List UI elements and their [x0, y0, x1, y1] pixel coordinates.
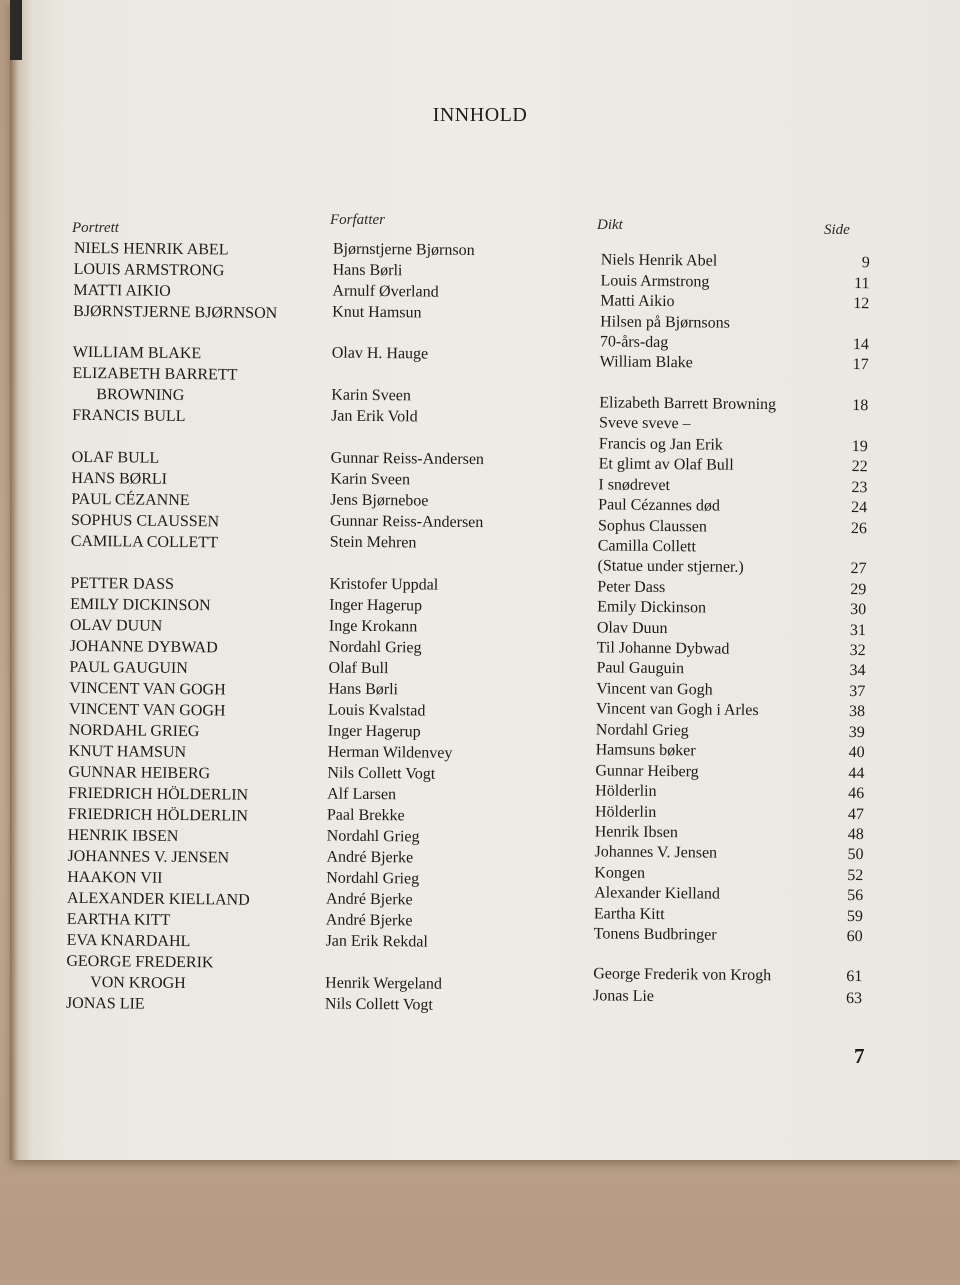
- poem-page: 56: [847, 886, 864, 905]
- poem-title: Til Johanne Dybwad: [596, 639, 730, 658]
- poem-page: 32: [849, 641, 866, 660]
- poem-page: 61: [846, 967, 863, 986]
- poem-title: Eartha Kitt: [593, 905, 665, 924]
- poem-title: William Blake: [599, 353, 693, 372]
- poem-page: 26: [850, 519, 868, 538]
- poem-title: Vincent van Gogh i Arles: [595, 700, 759, 720]
- poem-title: George Frederik von Krogh: [593, 965, 772, 985]
- poem-page: 18: [852, 396, 869, 415]
- header-poem: Dikt: [597, 217, 623, 233]
- header-portrait: Portrett: [72, 220, 119, 236]
- portrait-name: BJØRNSTJERNE BJØRNSON: [73, 302, 278, 322]
- portrait-name: EVA KNARDAHL: [66, 931, 191, 951]
- poem-page: 31: [849, 621, 866, 640]
- poem-page: 59: [846, 907, 864, 926]
- poem-title: Niels Henrik Abel: [600, 251, 718, 270]
- portrait-name: VINCENT VAN GOGH: [69, 679, 226, 699]
- poem-page: 46: [848, 784, 865, 803]
- poem-title: Tonens Budbringer: [593, 925, 717, 944]
- poem-title: Hölderlin: [595, 782, 657, 800]
- portrait-name: ALEXANDER KIELLAND: [66, 889, 250, 909]
- portrait-name: KNUT HAMSUN: [68, 742, 187, 762]
- header-author: Forfatter: [330, 212, 385, 228]
- poem-title: Gunnar Heiberg: [595, 762, 699, 781]
- portrait-name: NIELS HENRIK ABEL: [73, 239, 229, 259]
- portrait-name: OLAV DUUN: [69, 616, 163, 635]
- author-name: Nordahl Grieg: [326, 827, 420, 846]
- portrait-name: FRANCIS BULL: [72, 406, 186, 426]
- poem-page: 23: [851, 478, 868, 497]
- portrait-name: CAMILLA COLLETT: [70, 532, 218, 552]
- page-title: INNHOLD: [432, 104, 528, 126]
- poem-page: 37: [849, 682, 866, 701]
- portrait-name: MATTI AIKIO: [73, 281, 171, 300]
- poem-title: 70-års-dag: [599, 333, 669, 352]
- author-name: Gunnar Reiss-Andersen: [330, 449, 485, 469]
- poem-title: Vincent van Gogh: [596, 680, 713, 699]
- portrait-name: JOHANNE DYBWAD: [69, 637, 218, 657]
- portrait-name: JOHANNES V. JENSEN: [67, 847, 230, 867]
- poem-page: 27: [850, 559, 867, 578]
- poem-page: 52: [847, 866, 864, 885]
- portrait-name: GEORGE FREDERIK: [66, 952, 214, 972]
- portrait-name: PAUL GAUGUIN: [69, 658, 188, 678]
- author-name: André Bjerke: [325, 911, 413, 930]
- portrait-name: EARTHA KITT: [66, 910, 171, 929]
- poem-page: 24: [851, 498, 868, 517]
- portrait-name: VON KROGH: [90, 974, 186, 993]
- author-name: Inge Krokann: [328, 617, 418, 636]
- poem-page: 40: [848, 743, 865, 762]
- portrait-name: JONAS LIE: [65, 994, 145, 1013]
- poem-title: Jonas Lie: [592, 987, 655, 1005]
- portrait-name: GUNNAR HEIBERG: [68, 763, 211, 783]
- portrait-name: LOUIS ARMSTRONG: [73, 260, 225, 280]
- author-name: Hans Børli: [328, 680, 399, 699]
- poem-title: Emily Dickinson: [597, 598, 707, 617]
- author-name: Olaf Bull: [328, 659, 389, 678]
- author-name: Herman Wildenvey: [327, 743, 453, 762]
- poem-title: Alexander Kielland: [594, 884, 720, 903]
- poem-page: 60: [846, 927, 863, 946]
- poem-title: Nordahl Grieg: [595, 721, 689, 740]
- poem-title: Et glimt av Olaf Bull: [598, 455, 734, 474]
- poem-page: 34: [849, 661, 866, 680]
- poem-page: 50: [847, 845, 864, 864]
- header-page: Side: [824, 222, 850, 238]
- author-name: Nils Collett Vogt: [324, 995, 433, 1014]
- poem-title: Henrik Ibsen: [594, 823, 678, 842]
- poem-page: 17: [852, 355, 869, 374]
- portrait-name: EMILY DICKINSON: [70, 595, 211, 615]
- poem-page: 44: [848, 764, 865, 783]
- poem-page: 30: [850, 600, 867, 619]
- portrait-name: WILLIAM BLAKE: [72, 343, 202, 363]
- poem-title: Sophus Claussen: [597, 517, 707, 536]
- portrait-name: VINCENT VAN GOGH: [68, 700, 226, 720]
- poem-page: 11: [854, 275, 870, 293]
- author-name: Karin Sveen: [330, 470, 411, 489]
- poem-title: Hölderlin: [594, 803, 657, 821]
- author-name: Inger Hagerup: [329, 596, 423, 615]
- poem-title: Camilla Collett: [597, 537, 697, 556]
- author-name: Stein Mehren: [329, 533, 417, 552]
- page-number: 7: [854, 1044, 865, 1068]
- portrait-name: PETTER DASS: [70, 574, 175, 593]
- poem-title: Louis Armstrong: [600, 272, 710, 291]
- poem-page: 48: [847, 825, 864, 844]
- poem-title: Hilsen på Bjørnsons: [600, 313, 730, 332]
- author-name: Nordahl Grieg: [328, 638, 422, 657]
- poem-title: Matti Aikio: [600, 292, 675, 311]
- poem-page: 12: [853, 294, 870, 313]
- portrait-name: HENRIK IBSEN: [67, 826, 179, 845]
- author-name: Alf Larsen: [327, 785, 397, 804]
- poem-title: (Statue under stjerner.): [597, 557, 744, 576]
- poem-title: Francis og Jan Erik: [598, 435, 723, 454]
- poem-title: Olav Duun: [596, 619, 668, 638]
- author-name: André Bjerke: [326, 848, 414, 867]
- poem-page: 39: [848, 723, 865, 742]
- author-name: Kristofer Uppdal: [329, 575, 439, 594]
- author-name: Bjørnstjerne Bjørnson: [332, 240, 475, 260]
- author-name: Jens Bjørneboe: [330, 491, 429, 510]
- poem-title: Paul Gauguin: [596, 659, 685, 678]
- poem-title: Elizabeth Barrett Browning: [599, 394, 777, 414]
- author-name: Jan Erik Rekdal: [325, 932, 428, 951]
- poem-title: Johannes V. Jensen: [594, 843, 718, 862]
- poem-page: 63: [845, 989, 863, 1008]
- poem-page: 47: [847, 805, 865, 824]
- poem-title: Hamsuns bøker: [595, 741, 696, 760]
- portrait-name: OLAF BULL: [71, 448, 160, 467]
- author-name: Arnulf Øverland: [332, 282, 439, 301]
- poem-title: I snødrevet: [598, 476, 671, 495]
- portrait-name: NORDAHL GRIEG: [68, 721, 200, 741]
- portrait-name: BROWNING: [96, 386, 185, 404]
- portrait-name: PAUL CÉZANNE: [71, 490, 190, 510]
- poem-title: Paul Cézannes død: [598, 496, 721, 515]
- author-name: Henrik Wergeland: [325, 974, 443, 993]
- poem-title: Peter Dass: [597, 578, 666, 597]
- portrait-name: HANS BØRLI: [71, 469, 168, 488]
- author-name: Louis Kvalstad: [327, 701, 426, 720]
- portrait-name: FRIEDRICH HÖLDERLIN: [67, 805, 249, 825]
- author-name: Karin Sveen: [331, 386, 411, 405]
- poem-page: 14: [852, 335, 869, 354]
- portrait-name: FRIEDRICH HÖLDERLIN: [68, 784, 249, 804]
- author-name: Paal Brekke: [326, 806, 405, 825]
- author-name: Olav H. Hauge: [331, 344, 429, 363]
- author-name: Nils Collett Vogt: [327, 764, 436, 783]
- poem-title: Sveve sveve –: [598, 414, 691, 433]
- portrait-name: HAAKON VII: [67, 868, 163, 887]
- author-name: Inger Hagerup: [327, 722, 421, 741]
- author-name: Hans Børli: [332, 261, 403, 280]
- poem-title: Kongen: [594, 864, 646, 882]
- author-name: Nordahl Grieg: [326, 869, 420, 888]
- poem-page: 19: [851, 437, 868, 456]
- author-name: André Bjerke: [325, 890, 413, 909]
- author-name: Gunnar Reiss-Andersen: [329, 512, 484, 532]
- portrait-name: SOPHUS CLAUSSEN: [70, 511, 220, 531]
- poem-page: 9: [861, 254, 870, 272]
- poem-page: 22: [851, 457, 868, 476]
- author-name: Jan Erik Vold: [331, 407, 418, 426]
- poem-page: 29: [850, 580, 867, 599]
- portrait-name: ELIZABETH BARRETT: [72, 364, 238, 384]
- poem-page: 38: [848, 702, 866, 721]
- author-name: Knut Hamsun: [332, 303, 422, 322]
